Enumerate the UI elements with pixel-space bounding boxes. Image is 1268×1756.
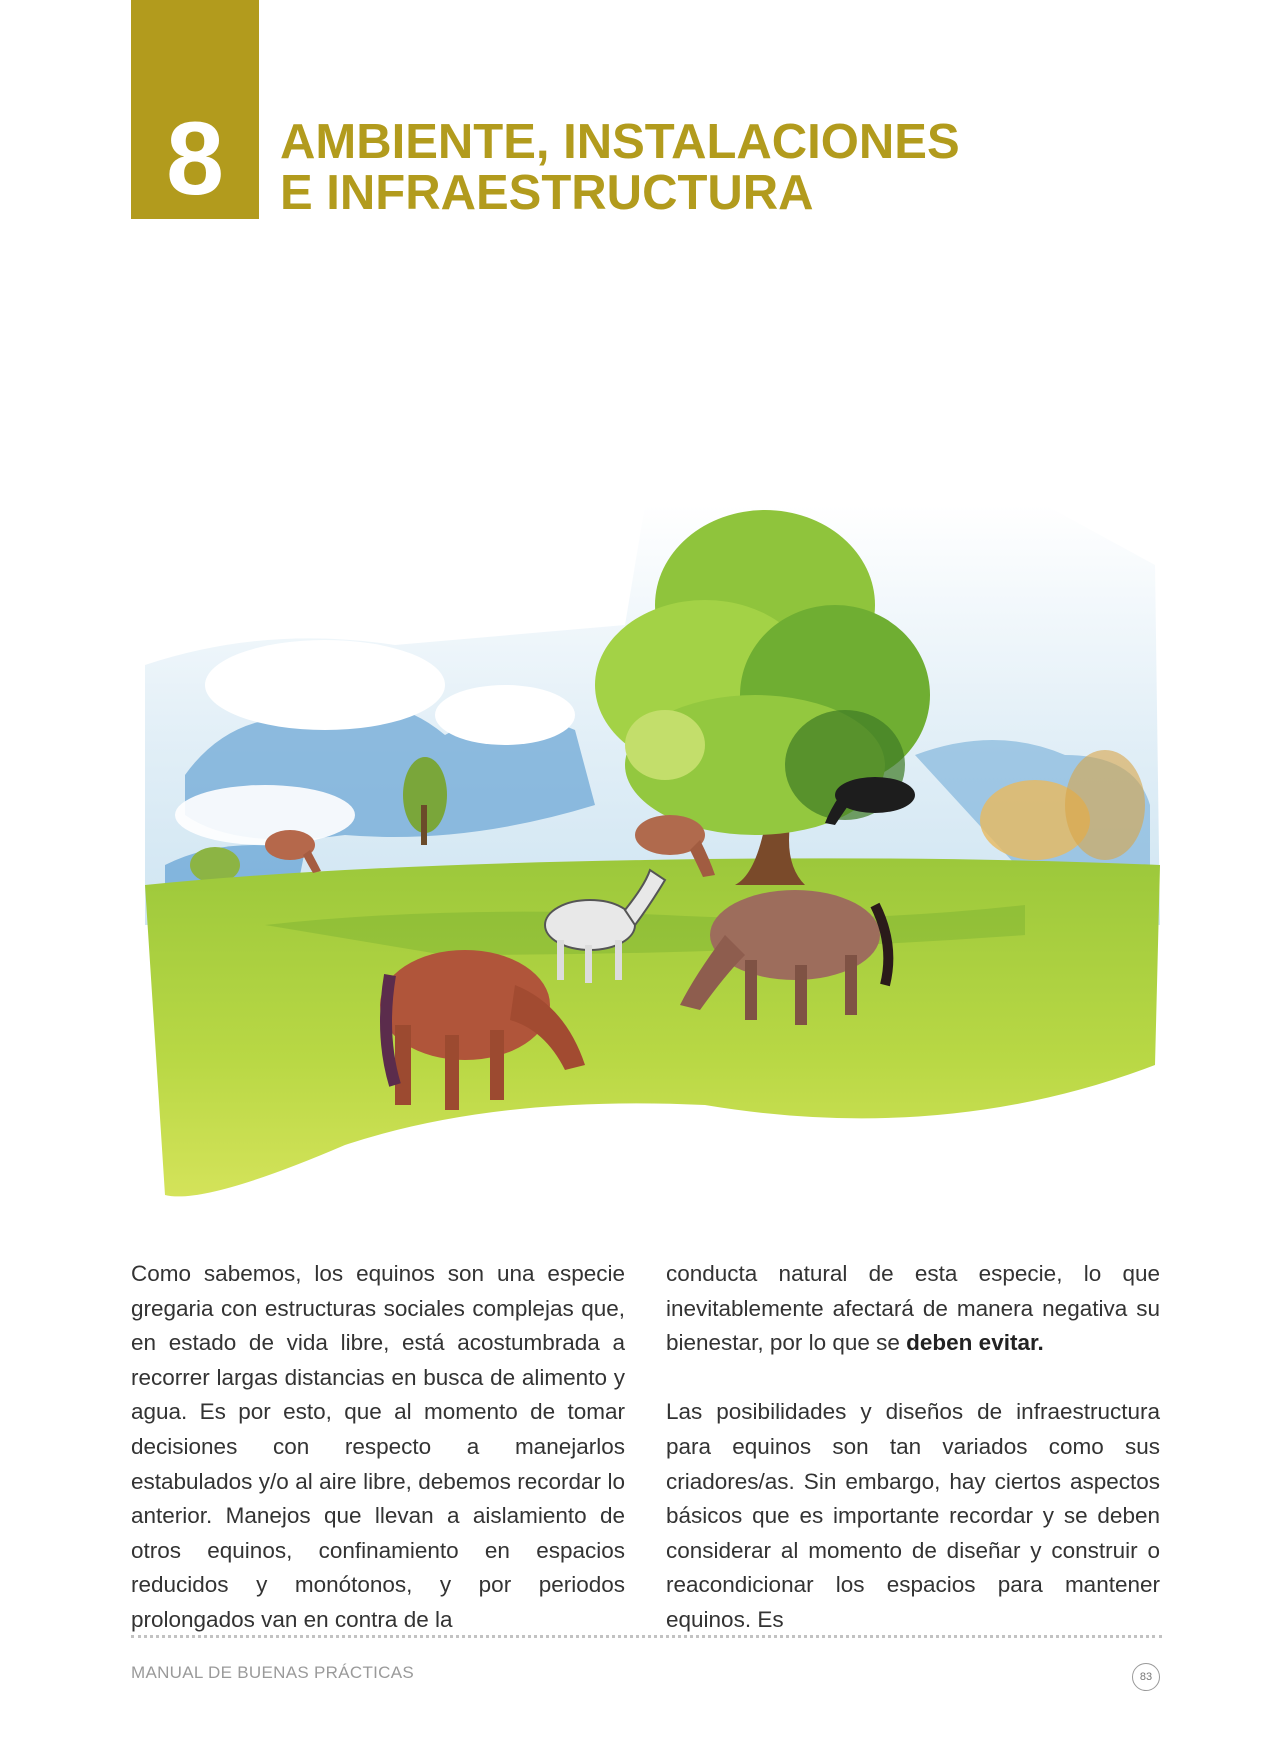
body-text: conducta natural de esta especie, lo que inevitablemente afectará de manera negativa su bienestar, por lo que se — [666, 1261, 1160, 1356]
pasture-horses-illustration — [145, 505, 1160, 1225]
cloud — [205, 640, 445, 730]
chapter-title-line-1: AMBIENTE, INSTALACIONES — [280, 115, 960, 169]
body-paragraph — [666, 1257, 1160, 1361]
body-column-left — [131, 1257, 625, 1638]
page-number: 83 — [1132, 1663, 1160, 1691]
emphasis-text: deben evitar. — [906, 1330, 1044, 1356]
footer-divider — [131, 1635, 1162, 1638]
chapter-number: 8 — [166, 101, 224, 217]
chapter-title — [280, 117, 980, 219]
body-paragraph: Como sabemos, los equinos son una especie gregaria con estructuras sociales complejas que, en estado de vida libre, está acostumbrada a recorrer largas distancias en busca de alimento y agua. Es por esto, que al momento de tomar decisiones con respecto a manejarlos estabulados y/o al aire libre, debemos recordar lo anterior. Manejos que llevan a aislamiento de otros equinos, confinamiento en espacios reducidos y monótonos, y por periodos prolongados van en contra de la — [131, 1261, 625, 1632]
body-paragraph: Las posibilidades y diseños de infraestructura para equinos son tan variados como sus criadores/as. Sin embargo, hay ciertos aspectos básicos que es importante recordar y se deben considerar al momento de diseñar y construir o reacondicionar los espacios para mantener equinos. Es — [666, 1399, 1160, 1632]
cloud — [175, 785, 355, 845]
chapter-number-box — [131, 0, 259, 219]
cloud — [435, 685, 575, 745]
footer-title: MANUAL DE BUENAS PRÁCTICAS — [131, 1663, 415, 1682]
body-column-right — [666, 1257, 1160, 1638]
chapter-title-line-2: E INFRAESTRUCTURA — [280, 166, 814, 220]
